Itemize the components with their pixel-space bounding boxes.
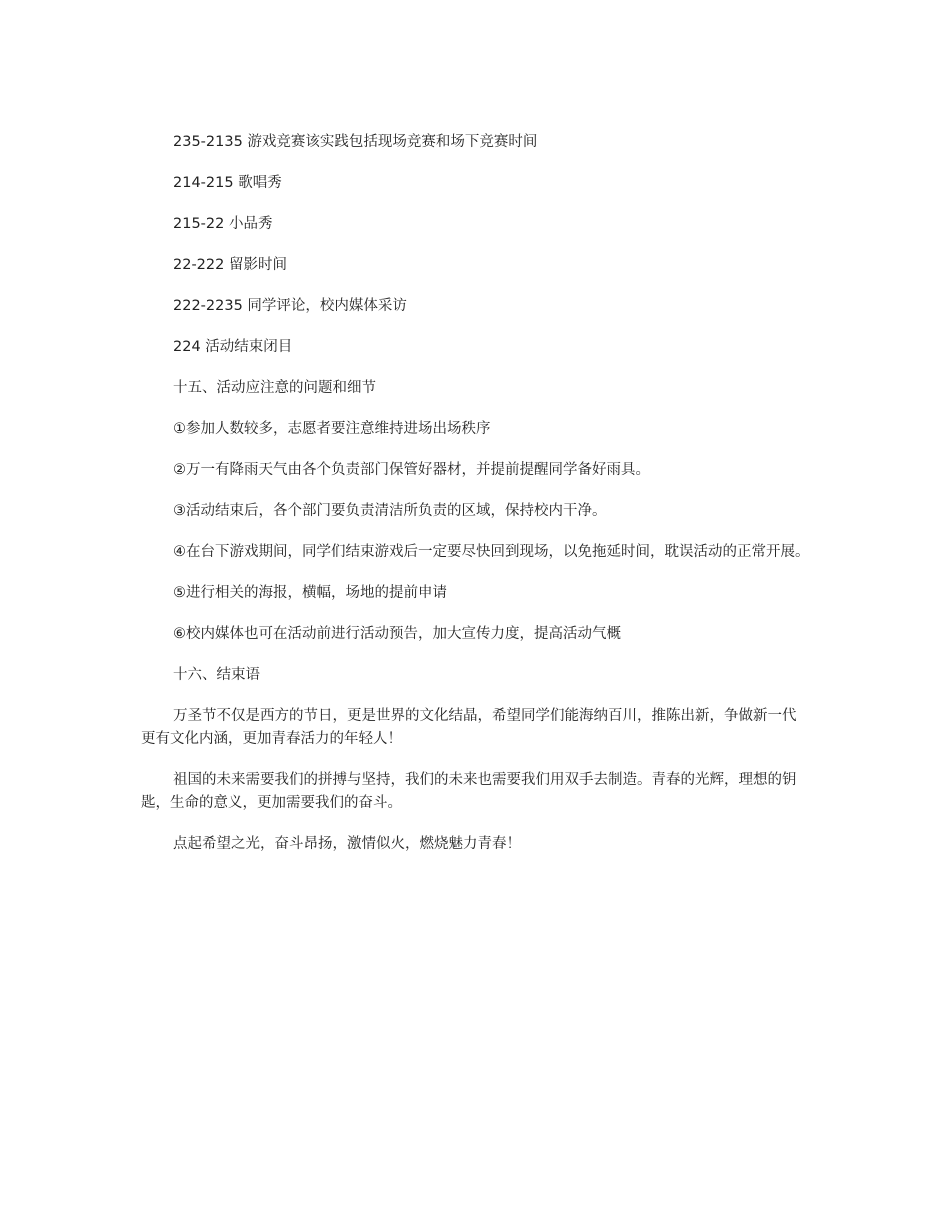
- document-body: [141, 131, 810, 874]
- note-item-4: ④在台下游戏期间，同学们结束游戏后一定要尽快回到现场，以免拖延时间，耽误活动的正常开展。: [173, 544, 810, 560]
- schedule-item-closing: 224 活动结束闭目: [173, 339, 293, 355]
- section-heading-notes: 十五、活动应注意的问题和细节: [173, 380, 376, 396]
- conclusion-paragraph-2: 祖国的未来需要我们的拼搏与坚持，我们的未来也需要我们用双手去制造。青春的光辉，理想的钥匙，生命的意义，更加需要我们的奋斗。: [141, 772, 797, 811]
- schedule-item-game-competition: 235-2135 游戏竞赛该实践包括现场竞赛和场下竞赛时间: [173, 134, 538, 150]
- schedule-item-singing-show: 214-215 歌唱秀: [173, 175, 282, 191]
- conclusion-paragraph-1: 万圣节不仅是西方的节日，更是世界的文化结晶，希望同学们能海纳百川，推陈出新，争做新一代更有文化内涵，更加青春活力的年轻人！: [141, 708, 797, 747]
- section-heading-conclusion: 十六、结束语: [173, 667, 260, 683]
- note-item-5: ⑤进行相关的海报，横幅，场地的提前申请: [173, 585, 447, 601]
- schedule-item-skit-show: 215-22 小品秀: [173, 216, 273, 232]
- note-item-1: ①参加人数较多，志愿者要注意维持进场出场秩序: [173, 421, 491, 437]
- note-item-2: ②万一有降雨天气由各个负责部门保管好器材，并提前提醒同学备好雨具。: [173, 462, 650, 478]
- schedule-item-student-comments: 222-2235 同学评论，校内媒体采访: [173, 298, 407, 314]
- conclusion-paragraph-3: 点起希望之光，奋斗昂扬，激情似火，燃烧魅力青春！: [173, 836, 521, 852]
- note-item-3: ③活动结束后，各个部门要负责清洁所负责的区域，保持校内干净。: [173, 503, 607, 519]
- note-item-6: ⑥校内媒体也可在活动前进行活动预告，加大宣传力度，提高活动气概: [173, 626, 621, 642]
- schedule-item-photo-time: 22-222 留影时间: [173, 257, 287, 273]
